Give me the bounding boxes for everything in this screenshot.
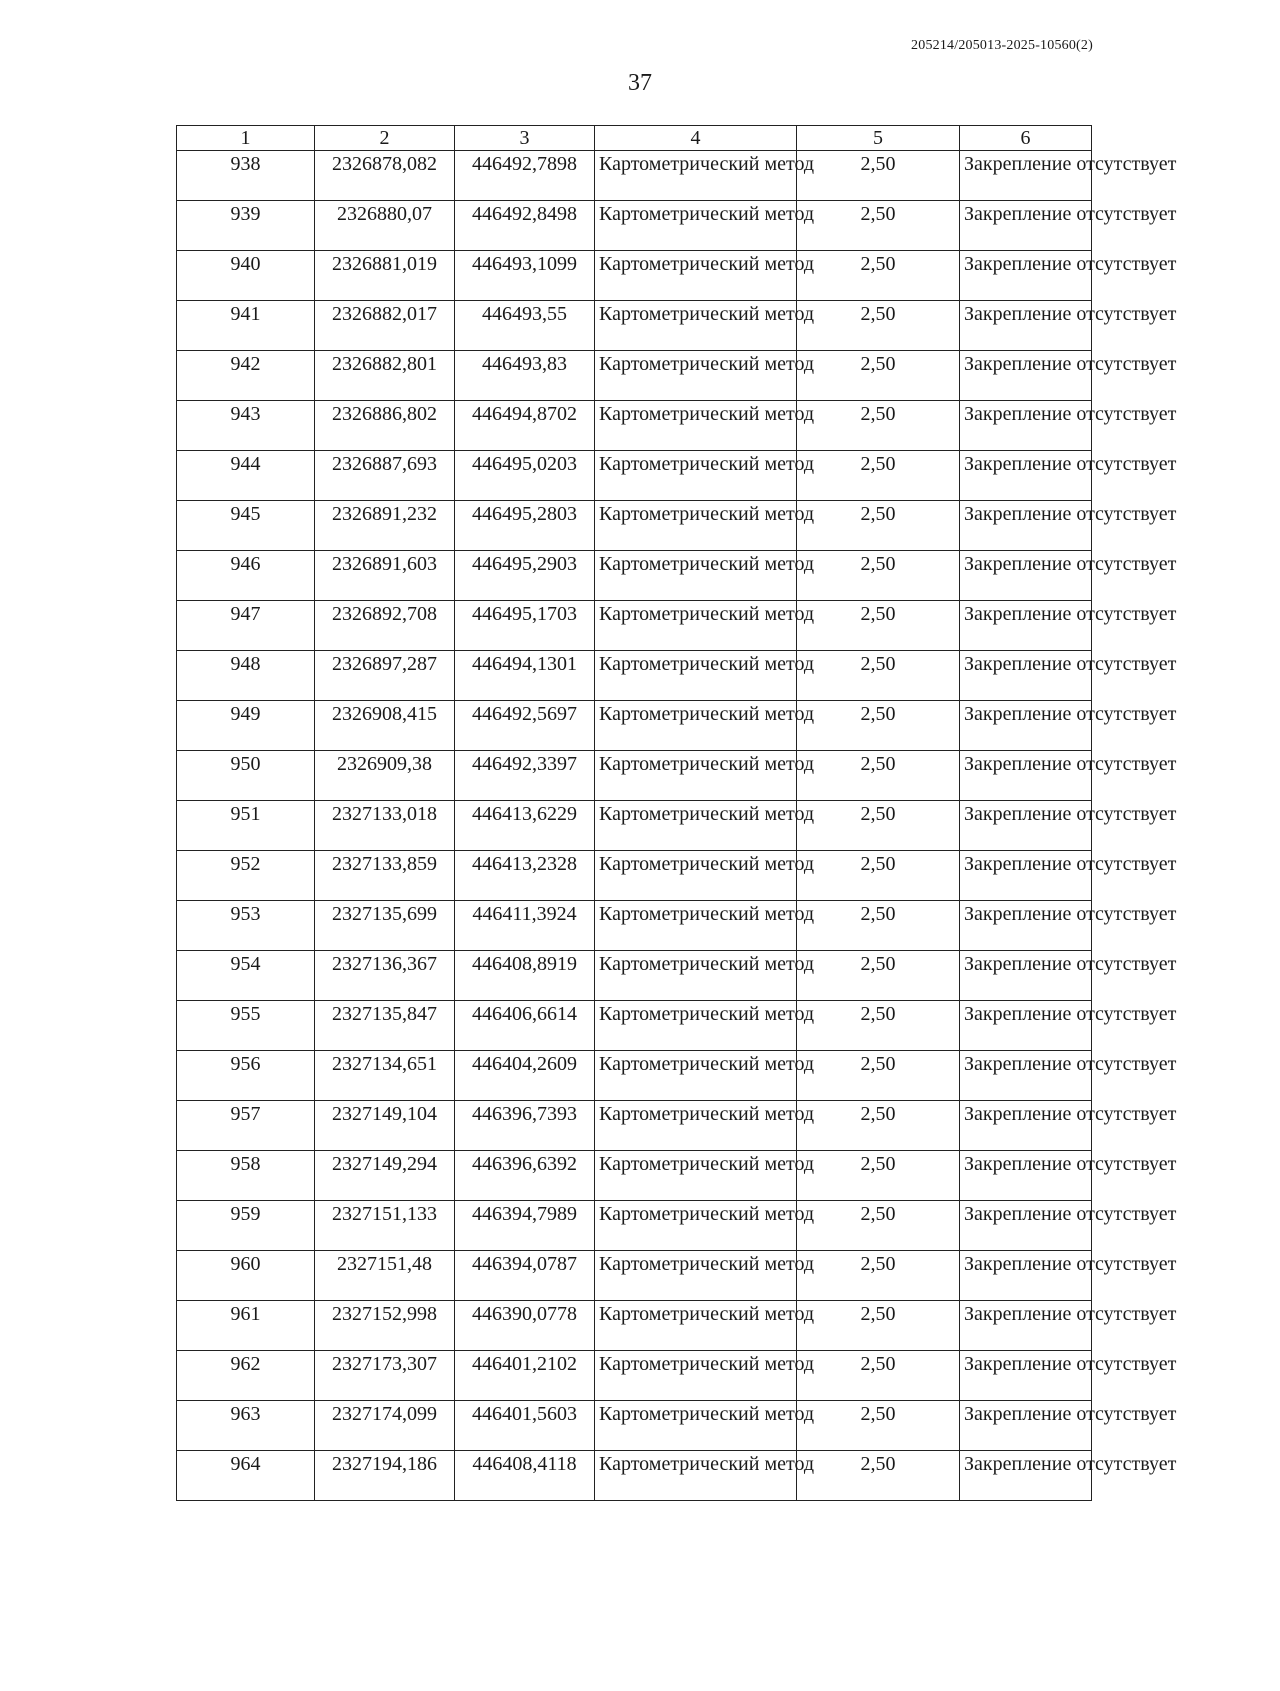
column-header-1: 1 [177,126,315,151]
fixation-cell: Закрепление отсутствует [960,351,1092,401]
accuracy-cell: 2,50 [797,1301,960,1351]
method-cell: Картометрический метод [595,1251,797,1301]
accuracy-cell: 2,50 [797,501,960,551]
table-row [177,1151,1092,1201]
coord-x-cell: 2326891,603 [315,551,455,601]
coordinates-table [176,125,1177,1501]
point-number-cell: 964 [177,1451,315,1501]
table-row [177,501,1092,551]
coord-y-cell: 446493,55 [455,301,595,351]
accuracy-cell: 2,50 [797,751,960,801]
table-row [177,1201,1092,1251]
method-cell: Картометрический метод [595,1001,797,1051]
point-number-cell: 947 [177,601,315,651]
method-cell: Картометрический метод [595,1301,797,1351]
point-number-cell: 955 [177,1001,315,1051]
method-cell: Картометрический метод [595,451,797,501]
method-cell: Картометрический метод [595,551,797,601]
table-row [177,251,1092,301]
coord-y-cell: 446406,6614 [455,1001,595,1051]
document-id: 205214/205013-2025-10560(2) [911,38,1093,53]
method-cell: Картометрический метод [595,351,797,401]
point-number-cell: 954 [177,951,315,1001]
accuracy-cell: 2,50 [797,1101,960,1151]
fixation-cell: Закрепление отсутствует [960,1451,1092,1501]
point-number-cell: 948 [177,651,315,701]
method-cell: Картометрический метод [595,151,797,201]
method-cell: Картометрический метод [595,1201,797,1251]
fixation-cell: Закрепление отсутствует [960,701,1092,751]
fixation-cell: Закрепление отсутствует [960,1401,1092,1451]
coord-y-cell: 446495,2903 [455,551,595,601]
point-number-cell: 961 [177,1301,315,1351]
coord-y-cell: 446394,0787 [455,1251,595,1301]
column-header-4: 4 [595,126,797,151]
table-row [177,1001,1092,1051]
table-row [177,351,1092,401]
accuracy-cell: 2,50 [797,201,960,251]
fixation-cell: Закрепление отсутствует [960,401,1092,451]
method-cell: Картометрический метод [595,1351,797,1401]
table-row [177,801,1092,851]
table-row [177,751,1092,801]
table-row [177,1401,1092,1451]
table-row [177,151,1092,201]
coord-y-cell: 446494,1301 [455,651,595,701]
method-cell: Картометрический метод [595,651,797,701]
fixation-cell: Закрепление отсутствует [960,801,1092,851]
point-number-cell: 946 [177,551,315,601]
point-number-cell: 943 [177,401,315,451]
coord-y-cell: 446495,2803 [455,501,595,551]
accuracy-cell: 2,50 [797,1251,960,1301]
fixation-cell: Закрепление отсутствует [960,1101,1092,1151]
point-number-cell: 940 [177,251,315,301]
point-number-cell: 953 [177,901,315,951]
method-cell: Картометрический метод [595,301,797,351]
fixation-cell: Закрепление отсутствует [960,851,1092,901]
coord-y-cell: 446404,2609 [455,1051,595,1101]
point-number-cell: 942 [177,351,315,401]
method-cell: Картометрический метод [595,801,797,851]
table-row [177,1451,1092,1501]
accuracy-cell: 2,50 [797,301,960,351]
page-number: 37 [628,70,652,96]
accuracy-cell: 2,50 [797,951,960,1001]
method-cell: Картометрический метод [595,201,797,251]
table-row [177,1351,1092,1401]
table-row [177,1051,1092,1101]
point-number-cell: 939 [177,201,315,251]
coord-y-cell: 446495,0203 [455,451,595,501]
table-row [177,1101,1092,1151]
table-row [177,401,1092,451]
coord-x-cell: 2326886,802 [315,401,455,451]
coord-y-cell: 446493,1099 [455,251,595,301]
point-number-cell: 960 [177,1251,315,1301]
coord-x-cell: 2327174,099 [315,1401,455,1451]
fixation-cell: Закрепление отсутствует [960,201,1092,251]
table-header-row [177,126,1092,151]
fixation-cell: Закрепление отсутствует [960,1351,1092,1401]
coord-y-cell: 446396,7393 [455,1101,595,1151]
fixation-cell: Закрепление отсутствует [960,301,1092,351]
fixation-cell: Закрепление отсутствует [960,1001,1092,1051]
coord-x-cell: 2326892,708 [315,601,455,651]
coord-x-cell: 2327134,651 [315,1051,455,1101]
fixation-cell: Закрепление отсутствует [960,1151,1092,1201]
fixation-cell: Закрепление отсутствует [960,451,1092,501]
column-header-5: 5 [797,126,960,151]
coord-x-cell: 2326908,415 [315,701,455,751]
accuracy-cell: 2,50 [797,1151,960,1201]
coord-y-cell: 446492,7898 [455,151,595,201]
fixation-cell: Закрепление отсутствует [960,951,1092,1001]
method-cell: Картометрический метод [595,1151,797,1201]
method-cell: Картометрический метод [595,701,797,751]
fixation-cell: Закрепление отсутствует [960,1201,1092,1251]
coord-y-cell: 446401,5603 [455,1401,595,1451]
coord-x-cell: 2327135,847 [315,1001,455,1051]
coord-y-cell: 446401,2102 [455,1351,595,1401]
coord-x-cell: 2327151,48 [315,1251,455,1301]
accuracy-cell: 2,50 [797,851,960,901]
coord-x-cell: 2327133,018 [315,801,455,851]
coord-x-cell: 2327173,307 [315,1351,455,1401]
accuracy-cell: 2,50 [797,1051,960,1101]
coord-x-cell: 2326881,019 [315,251,455,301]
accuracy-cell: 2,50 [797,551,960,601]
point-number-cell: 938 [177,151,315,201]
table-row [177,301,1092,351]
accuracy-cell: 2,50 [797,601,960,651]
coord-x-cell: 2326878,082 [315,151,455,201]
coord-y-cell: 446494,8702 [455,401,595,451]
coord-y-cell: 446390,0778 [455,1301,595,1351]
accuracy-cell: 2,50 [797,651,960,701]
table-row [177,551,1092,601]
coord-x-cell: 2327149,104 [315,1101,455,1151]
coord-y-cell: 446408,8919 [455,951,595,1001]
method-cell: Картометрический метод [595,1401,797,1451]
table-row [177,1251,1092,1301]
method-cell: Картометрический метод [595,1101,797,1151]
coord-y-cell: 446413,2328 [455,851,595,901]
point-number-cell: 944 [177,451,315,501]
fixation-cell: Закрепление отсутствует [960,151,1092,201]
coord-y-cell: 446493,83 [455,351,595,401]
coord-x-cell: 2327149,294 [315,1151,455,1201]
method-cell: Картометрический метод [595,501,797,551]
coord-y-cell: 446492,3397 [455,751,595,801]
point-number-cell: 957 [177,1101,315,1151]
point-number-cell: 962 [177,1351,315,1401]
coord-x-cell: 2326880,07 [315,201,455,251]
point-number-cell: 958 [177,1151,315,1201]
table-row [177,601,1092,651]
method-cell: Картометрический метод [595,901,797,951]
table-row [177,651,1092,701]
accuracy-cell: 2,50 [797,251,960,301]
coord-y-cell: 446492,8498 [455,201,595,251]
accuracy-cell: 2,50 [797,901,960,951]
fixation-cell: Закрепление отсутствует [960,501,1092,551]
point-number-cell: 956 [177,1051,315,1101]
accuracy-cell: 2,50 [797,1001,960,1051]
point-number-cell: 959 [177,1201,315,1251]
point-number-cell: 949 [177,701,315,751]
coord-y-cell: 446394,7989 [455,1201,595,1251]
method-cell: Картометрический метод [595,951,797,1001]
coord-x-cell: 2327152,998 [315,1301,455,1351]
coord-x-cell: 2327151,133 [315,1201,455,1251]
table-row [177,201,1092,251]
method-cell: Картометрический метод [595,601,797,651]
method-cell: Картометрический метод [595,401,797,451]
fixation-cell: Закрепление отсутствует [960,1301,1092,1351]
fixation-cell: Закрепление отсутствует [960,1051,1092,1101]
accuracy-cell: 2,50 [797,151,960,201]
table-row [177,951,1092,1001]
coord-x-cell: 2326909,38 [315,751,455,801]
coord-y-cell: 446492,5697 [455,701,595,751]
table-row [177,701,1092,751]
coord-y-cell: 446411,3924 [455,901,595,951]
fixation-cell: Закрепление отсутствует [960,901,1092,951]
fixation-cell: Закрепление отсутствует [960,601,1092,651]
method-cell: Картометрический метод [595,751,797,801]
coord-y-cell: 446413,6229 [455,801,595,851]
accuracy-cell: 2,50 [797,401,960,451]
coord-x-cell: 2326891,232 [315,501,455,551]
column-header-2: 2 [315,126,455,151]
coord-x-cell: 2326887,693 [315,451,455,501]
fixation-cell: Закрепление отсутствует [960,251,1092,301]
method-cell: Картометрический метод [595,251,797,301]
coord-y-cell: 446396,6392 [455,1151,595,1201]
accuracy-cell: 2,50 [797,801,960,851]
method-cell: Картометрический метод [595,1451,797,1501]
method-cell: Картометрический метод [595,851,797,901]
table-row [177,851,1092,901]
column-header-3: 3 [455,126,595,151]
accuracy-cell: 2,50 [797,1351,960,1401]
coord-x-cell: 2327135,699 [315,901,455,951]
fixation-cell: Закрепление отсутствует [960,1251,1092,1301]
point-number-cell: 951 [177,801,315,851]
coord-x-cell: 2327136,367 [315,951,455,1001]
table-row [177,451,1092,501]
point-number-cell: 952 [177,851,315,901]
coord-y-cell: 446408,4118 [455,1451,595,1501]
accuracy-cell: 2,50 [797,351,960,401]
accuracy-cell: 2,50 [797,451,960,501]
coord-x-cell: 2326882,801 [315,351,455,401]
fixation-cell: Закрепление отсутствует [960,651,1092,701]
coord-y-cell: 446495,1703 [455,601,595,651]
accuracy-cell: 2,50 [797,1401,960,1451]
column-header-6: 6 [960,126,1092,151]
method-cell: Картометрический метод [595,1051,797,1101]
fixation-cell: Закрепление отсутствует [960,551,1092,601]
coord-x-cell: 2327133,859 [315,851,455,901]
accuracy-cell: 2,50 [797,1451,960,1501]
fixation-cell: Закрепление отсутствует [960,751,1092,801]
coord-x-cell: 2326882,017 [315,301,455,351]
accuracy-cell: 2,50 [797,1201,960,1251]
table-body [177,151,1177,1501]
point-number-cell: 950 [177,751,315,801]
coord-x-cell: 2327194,186 [315,1451,455,1501]
table-row [177,1301,1092,1351]
table-row [177,901,1092,951]
coord-x-cell: 2326897,287 [315,651,455,701]
point-number-cell: 963 [177,1401,315,1451]
accuracy-cell: 2,50 [797,701,960,751]
point-number-cell: 945 [177,501,315,551]
point-number-cell: 941 [177,301,315,351]
